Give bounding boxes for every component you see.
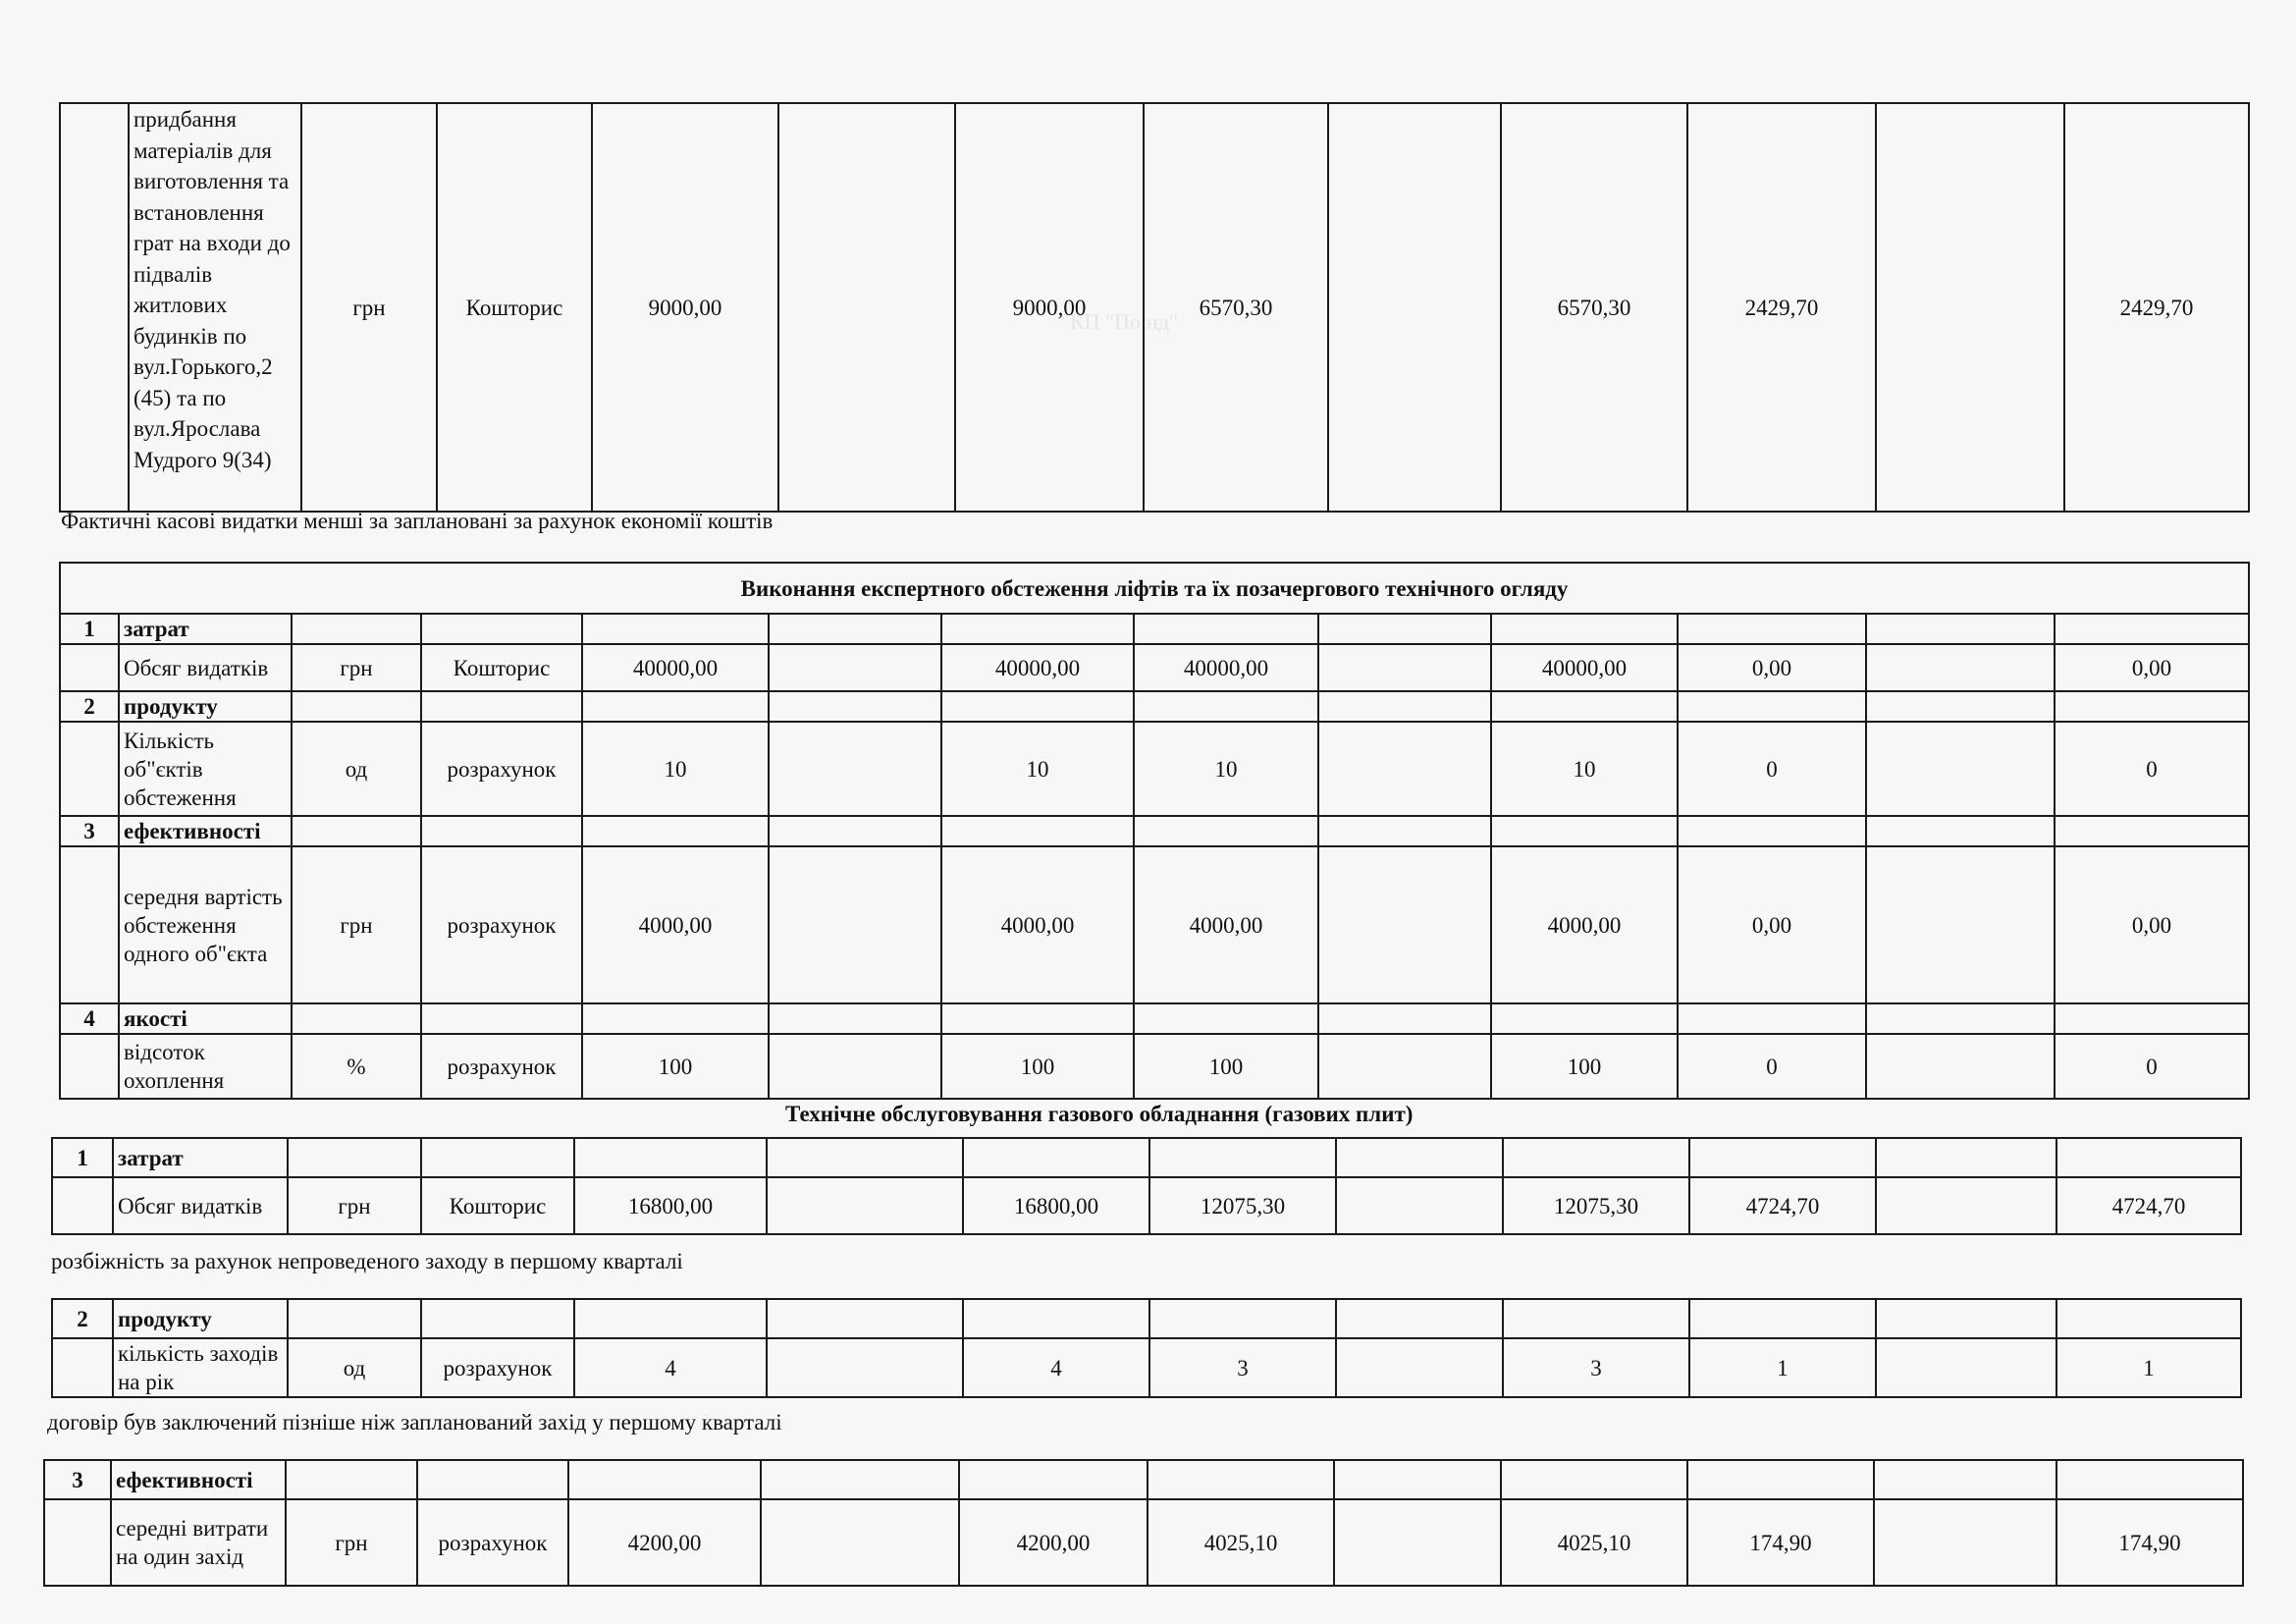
actual-total-cell: 100 — [1491, 1034, 1678, 1099]
group-label: ефективності — [111, 1460, 286, 1499]
plan-total-cell: 16800,00 — [963, 1177, 1149, 1234]
actual-total-cell: 40000,00 — [1491, 644, 1678, 691]
deviation-cell: 174,90 — [1687, 1499, 1874, 1586]
deviation-cell: 0,00 — [1678, 644, 1866, 691]
source-cell: розрахунок — [421, 846, 582, 1003]
indicator-name: середні витрати на один захід — [111, 1499, 286, 1586]
indicator-name: придбання матеріалів для виготовлення та встановлення грат на входи до підвалів житлових будинків по вул.Горького,2 (45) та по вул.Ярослава Мудрого 9(34) — [129, 103, 301, 512]
plan-total-cell: 100 — [941, 1034, 1134, 1099]
group-number: 1 — [52, 1138, 113, 1177]
indicator-name: середня вартість обстеження одного об"єкта — [119, 846, 292, 1003]
actual-cell: 4025,10 — [1148, 1499, 1334, 1586]
actual-cell: 12075,30 — [1149, 1177, 1336, 1234]
plan-cell: 4000,00 — [582, 846, 769, 1003]
group-number: 2 — [60, 691, 119, 722]
indicator-name: Кількість об"єктів обстеження — [119, 722, 292, 816]
table-row — [60, 644, 2249, 691]
plan-total-cell: 10 — [941, 722, 1134, 816]
deviation-cell: 4724,70 — [1689, 1177, 1876, 1234]
lifts-table — [59, 562, 2250, 1100]
group-number: 2 — [52, 1299, 113, 1338]
actual-total-cell: 3 — [1503, 1338, 1689, 1397]
group-number: 4 — [60, 1003, 119, 1034]
actual-cell: 100 — [1134, 1034, 1318, 1099]
deviation-cell: 1 — [1689, 1338, 1876, 1397]
plan-cell: 10 — [582, 722, 769, 816]
table-row — [52, 1338, 2241, 1397]
deviation-cell: 0 — [1678, 722, 1866, 816]
group-header-row — [60, 614, 2249, 644]
unit-cell: грн — [292, 846, 421, 1003]
actual-cell: 6570,30 — [1144, 103, 1328, 512]
note-cost-discrepancy: розбіжність за рахунок непроведеного заходу в першому кварталі — [51, 1249, 683, 1273]
table-row — [60, 722, 2249, 816]
group-label: ефективності — [119, 816, 292, 846]
deviation-total-cell: 1 — [2056, 1338, 2241, 1397]
deviation-cell: 0 — [1678, 1034, 1866, 1099]
note-contract-delay: договір був заключений пізніше ніж запланований захід у першому кварталі — [47, 1410, 782, 1435]
plan-total-cell: 9000,00 — [955, 103, 1144, 512]
indicator-name: Обсяг видатків — [119, 644, 292, 691]
gas-section-title: Технічне обслуговування газового обладнання (газових плит) — [785, 1102, 1414, 1126]
actual-cell: 3 — [1149, 1338, 1336, 1397]
indicator-name: відсоток охоплення — [119, 1034, 292, 1099]
table-row — [60, 846, 2249, 1003]
unit-cell: грн — [292, 644, 421, 691]
actual-cell: 40000,00 — [1134, 644, 1318, 691]
group-number: 1 — [60, 614, 119, 644]
actual-total-cell: 4025,10 — [1501, 1499, 1687, 1586]
deviation-cell: 2429,70 — [1687, 103, 1876, 512]
group-header-row — [60, 1003, 2249, 1034]
table-row — [52, 1177, 2241, 1234]
plan-cell: 100 — [582, 1034, 769, 1099]
deviation-total-cell: 0,00 — [2055, 644, 2249, 691]
unit-cell: од — [288, 1338, 421, 1397]
actual-cell: 10 — [1134, 722, 1318, 816]
plan-total-cell: 40000,00 — [941, 644, 1134, 691]
group-label: продукту — [119, 691, 292, 722]
table-row — [44, 1499, 2243, 1586]
group-label: якості — [119, 1003, 292, 1034]
group-number: 3 — [60, 816, 119, 846]
materials-row — [60, 103, 2249, 512]
actual-total-cell: 12075,30 — [1503, 1177, 1689, 1234]
indicator-name: кількість заходів на рік — [113, 1338, 288, 1397]
group-header-row — [52, 1138, 2241, 1177]
source-cell: Кошторис — [421, 1177, 574, 1234]
plan-cell: 4200,00 — [568, 1499, 761, 1586]
plan-total-cell: 4200,00 — [959, 1499, 1148, 1586]
unit-cell: % — [292, 1034, 421, 1099]
gas-cost-table — [51, 1137, 2242, 1235]
group-header-row — [60, 816, 2249, 846]
group-header-row — [44, 1460, 2243, 1499]
plan-cell: 4 — [574, 1338, 767, 1397]
bleed-through: КП "Поінд" — [1070, 309, 1178, 334]
gas-efficiency-table — [43, 1459, 2244, 1587]
plan-cell: 16800,00 — [574, 1177, 767, 1234]
plan-total-cell: 4000,00 — [941, 846, 1134, 1003]
plan-cell: 40000,00 — [582, 644, 769, 691]
actual-total-cell: 10 — [1491, 722, 1678, 816]
source-cell: Кошторис — [437, 103, 592, 512]
deviation-total-cell: 0 — [2055, 1034, 2249, 1099]
group-label: затрат — [113, 1138, 288, 1177]
group-header-row — [60, 691, 2249, 722]
lifts-section-title: Виконання експертного обстеження ліфтів та їх позачергового технічного огляду — [60, 563, 2249, 614]
actual-cell: 4000,00 — [1134, 846, 1318, 1003]
note-savings: Фактичні касові видатки менші за заплановані за рахунок економії коштів — [61, 509, 774, 533]
source-cell: розрахунок — [421, 722, 582, 816]
group-header-row — [52, 1299, 2241, 1338]
table-row — [60, 1034, 2249, 1099]
plan-total-cell: 4 — [963, 1338, 1149, 1397]
materials-table — [59, 102, 2250, 513]
group-number: 3 — [44, 1460, 111, 1499]
deviation-total-cell: 0,00 — [2055, 846, 2249, 1003]
deviation-cell: 0,00 — [1678, 846, 1866, 1003]
plan-cell: 9000,00 — [592, 103, 778, 512]
deviation-total-cell: 4724,70 — [2056, 1177, 2241, 1234]
deviation-total-cell: 0 — [2055, 722, 2249, 816]
deviation-total-cell: 2429,70 — [2064, 103, 2249, 512]
unit-cell: грн — [288, 1177, 421, 1234]
unit-cell: грн — [286, 1499, 417, 1586]
actual-total-cell: 6570,30 — [1501, 103, 1687, 512]
source-cell: розрахунок — [421, 1338, 574, 1397]
unit-cell: грн — [301, 103, 437, 512]
deviation-total-cell: 174,90 — [2056, 1499, 2243, 1586]
source-cell: Кошторис — [421, 644, 582, 691]
source-cell: розрахунок — [421, 1034, 582, 1099]
source-cell: розрахунок — [417, 1499, 568, 1586]
indicator-name: Обсяг видатків — [113, 1177, 288, 1234]
gas-product-table — [51, 1298, 2242, 1398]
unit-cell: од — [292, 722, 421, 816]
group-label: продукту — [113, 1299, 288, 1338]
actual-total-cell: 4000,00 — [1491, 846, 1678, 1003]
group-label: затрат — [119, 614, 292, 644]
